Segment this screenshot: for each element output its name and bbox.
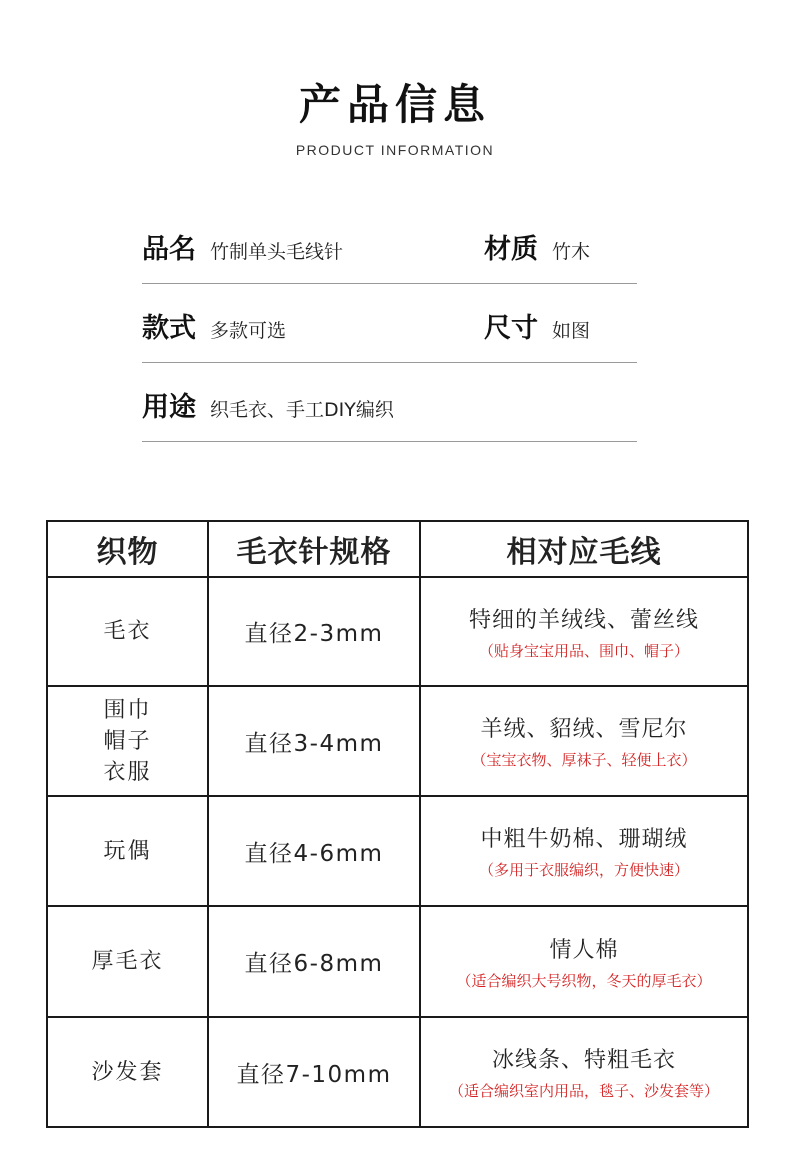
page-subtitle: PRODUCT INFORMATION: [295, 142, 495, 158]
yarn-note: （宝宝衣物、厚袜子、轻便上衣）: [471, 751, 697, 769]
yarn-note: （适合编织大号织物，冬天的厚毛衣）: [456, 971, 712, 990]
yarn-name: 中粗牛奶棉、珊瑚绒: [480, 827, 688, 852]
info-value: 如图: [552, 320, 591, 342]
fabric-cell: 厚毛衣: [47, 906, 208, 1017]
info-row: [142, 363, 637, 442]
yarn-name: 情人棉: [549, 937, 619, 963]
fabric-cell: [47, 686, 208, 796]
table-row: [47, 686, 748, 796]
column-header-fabric: 织物: [47, 521, 208, 577]
page-title: 产品信息: [298, 80, 491, 129]
info-label: 材质: [484, 234, 538, 265]
fabric-line: 帽子: [103, 728, 152, 754]
fabric-cell: 玩偶: [47, 796, 208, 906]
yarn-cell: [420, 906, 748, 1017]
yarn-name: 特细的羊绒线、蕾丝线: [468, 607, 699, 633]
yarn-name: 羊绒、貂绒、雪尼尔: [480, 717, 688, 742]
info-item-style: [142, 306, 286, 345]
info-item-name: [142, 227, 343, 266]
info-value: 竹木: [552, 241, 591, 263]
spec-cell: 直径4-6mm: [208, 796, 420, 906]
yarn-note: （贴身宝宝用品、围巾、帽子）: [478, 641, 689, 660]
info-row: [142, 284, 637, 363]
column-header-yarn: 相对应毛线: [420, 521, 748, 577]
info-label: 用途: [142, 392, 196, 423]
fabric-line: 衣服: [103, 759, 152, 785]
info-item-material: [484, 227, 590, 266]
fabric-cell: 沙发套: [47, 1017, 208, 1127]
info-label: 尺寸: [484, 313, 538, 344]
table-header-row: [47, 521, 748, 577]
product-info-list: [142, 205, 637, 442]
yarn-cell: [420, 686, 748, 796]
info-label: 品名: [142, 234, 196, 265]
table-row: [47, 577, 748, 686]
info-value: 织毛衣、手工DIY编织: [210, 399, 394, 421]
info-value: 多款可选: [210, 320, 287, 342]
yarn-name: 冰线条、特粗毛衣: [491, 1048, 676, 1073]
spec-cell: 直径7-10mm: [208, 1017, 420, 1127]
spec-cell: 直径3-4mm: [208, 686, 420, 796]
info-item-usage: [142, 385, 394, 424]
yarn-cell: [420, 796, 748, 906]
info-label: 款式: [142, 313, 196, 344]
needle-spec-table: [46, 520, 749, 1128]
table-row: [47, 1017, 748, 1127]
table-row: [47, 906, 748, 1017]
table-row: [47, 796, 748, 906]
fabric-cell: 毛衣: [47, 577, 208, 686]
yarn-note: （多用于衣服编织，方便快速）: [478, 861, 689, 879]
spec-cell: 直径2-3mm: [208, 577, 420, 686]
yarn-cell: [420, 577, 748, 686]
info-value: 竹制单头毛线针: [210, 241, 344, 263]
yarn-cell: [420, 1017, 748, 1127]
fabric-line: 围巾: [103, 697, 152, 723]
info-row: [142, 205, 637, 284]
yarn-note: （适合编织室内用品，毯子、沙发套等）: [448, 1082, 719, 1100]
info-item-size: [484, 306, 590, 345]
column-header-spec: 毛衣针规格: [208, 521, 420, 577]
spec-cell: 直径6-8mm: [208, 906, 420, 1017]
